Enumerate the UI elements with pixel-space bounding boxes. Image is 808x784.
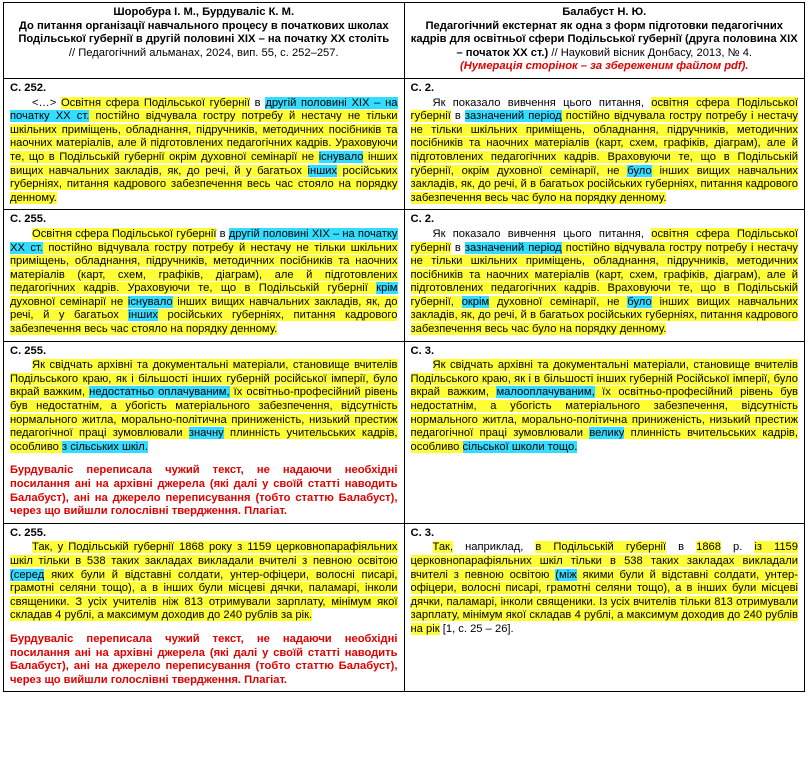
right-cell — [404, 341, 805, 523]
left-text — [10, 541, 398, 623]
header-row — [4, 3, 805, 79]
right-title: Педагогічний екстернат як одна з форм підготовки педагогічних кадрів для освітньої сфери Подільської губернії (друга половина XIX – початок XX ст.) — [410, 19, 798, 59]
text-segment: в Подільській губернії — [535, 541, 667, 554]
right-text — [411, 541, 799, 636]
text-segment: їх освітньо-професійний рівень був недостатнім, а убогість матеріального забезпечення, відсутність нормального житла, морально-політична приниженість, низький престиж педагогічної праці зумовлювали — [10, 386, 398, 440]
left-authors: Шоробура І. М., Бурдуваліс К. М. — [113, 6, 295, 18]
left-page-ref: С. 252. — [10, 81, 47, 94]
right-text — [411, 228, 799, 337]
text-segment: освітня сфера Подільської губернії — [410, 96, 798, 123]
plagiarism-note: Бурдуваліс переписала чужий текст, не надаючи необхідні посилання ані на архівні джерела (які далі у своїй статті наводить Балабуст), ані на джерело переписування (тобто статтю Балабуст), через що вийшли голослівні твердження. Плагіат. — [10, 632, 398, 686]
text-segment: велику — [589, 427, 625, 440]
left-cell — [4, 341, 405, 523]
text-segment: сільської школи тощо. — [462, 440, 578, 453]
text-segment: Освітня сфера Подільської губернії — [60, 96, 250, 109]
text-segment: Як свідчать архівні та документальні матеріали, становище вчителів Подільського краю, як і в більшості інших губерній Російської імперії, було вкрай важким, — [410, 359, 798, 399]
text-segment: постійно відчувала гостру потребу й нестачу не тільки шкільних приміщень, обладнання, підручників, методичних посібників та наочних матеріалів (карт, схем, графіків, діаграм), але й підготовлених педагогічних кадрів. Ураховуючи те, що в Подільській губернії — [10, 241, 398, 295]
text-segment: яких були й відставні солдати, унтер-офіцери, волосні писарі, грамотні селяни тощо), а в інших були місцеві дячки, паламарі, інколи священики. З усіх учителів ніж 813 отримували зарплату, мінімум якої складав 4 рублі, а максимум доходив до 240 рублів за рік. — [10, 568, 398, 622]
text-segment: Як показало вивчення цього питання, — [432, 96, 652, 109]
text-segment: постійно відчувала гостру потребу і нестачу не тільки шкільних приміщень, обладнання, підручників, методичних посібників та наочних матеріалів (карт, схем, графіків, діаграм), але й підготовлених педагогічних кадрів. Враховуючи те, що в Подільській губернії, — [410, 241, 798, 308]
comparison-table — [3, 2, 805, 692]
text-segment: другій половині XIX – на початку XX ст. — [10, 227, 398, 254]
left-cell — [4, 210, 405, 341]
left-source-header — [4, 3, 405, 79]
text-segment: постійно відчувала гостру потребу й нестачу не тільки шкільних приміщень, обладнання, підручників, методичних посібників та наочних матеріалів, але й підготовлених педагогічних кадрів. Ураховуючи те, що в Подільській губернії окрім духовної семінарії не — [10, 110, 398, 163]
comparison-row — [4, 78, 805, 209]
right-page-ref: С. 3. — [410, 526, 435, 539]
text-segment: [1, с. 25 – 26]. — [439, 622, 514, 635]
text-segment: інших вищих навчальних закладів, як, до речі, й у багатьох — [10, 150, 398, 177]
text-segment: було — [627, 164, 652, 177]
text-segment: (між — [555, 568, 577, 581]
text-segment: окрім — [461, 295, 490, 308]
comparison-row — [4, 210, 805, 341]
text-segment: інших вищих навчальних закладів, як, до речі, й в багатьох російських губерніях, питання кадрового забезпечення весь час було на порядку денному. — [410, 295, 798, 336]
text-segment: інших — [307, 164, 338, 177]
text-segment: в — [250, 96, 266, 109]
left-page-ref: С. 255. — [10, 526, 47, 539]
right-authors: Балабуст Н. Ю. — [562, 6, 647, 18]
text-segment: малооплачуваним, — [496, 386, 595, 399]
right-page-ref: С. 3. — [410, 344, 435, 357]
text-segment: наприклад, — [453, 541, 536, 554]
text-segment: в — [450, 241, 465, 254]
text-segment: в — [666, 541, 697, 554]
text-segment: плинність вчительських кадрів, особливо — [410, 427, 798, 453]
text-segment: значну — [188, 427, 224, 440]
text-segment: <…> — [32, 96, 61, 109]
text-segment: плинність учительських кадрів, особливо — [10, 427, 398, 453]
right-source-header — [404, 3, 805, 79]
text-segment: зазначений період — [464, 110, 562, 123]
right-page-ref: С. 2. — [410, 213, 435, 226]
text-segment: інших вищих навчальних закладів, як, до речі, й у багатьох — [10, 295, 398, 322]
right-source: // Науковий вісник Донбасу, 2013, № 4. — [551, 46, 753, 59]
text-segment: (серед — [10, 568, 45, 581]
left-cell — [4, 78, 405, 209]
right-note: (Нумерація сторінок – за збереженим файлом pdf). — [460, 60, 749, 73]
left-title: До питання організації навчального процесу в початкових школах Подільської губернії в другій половині XIX – на початку XX століть — [18, 19, 390, 46]
text-segment: із 1159 церковнопарафіяльних шкіл тільки в 538 таких закладах викладали вчителі з певною освітою — [410, 541, 799, 581]
text-segment: Так, у Подільській губернії 1868 року з 1159 церковнопарафіяльних шкіл тільки в 538 таких закладах викладали вчителі з певною освітою — [10, 541, 398, 567]
text-segment: недостатньо оплачуваним, — [89, 386, 230, 399]
text-segment: Як свідчать архівні та документальні матеріали, становище вчителів Подільського краю, як і більшості інших губерній російської імперії, було вкрай важким, — [10, 359, 398, 399]
left-cell — [4, 523, 405, 692]
left-text — [10, 228, 398, 337]
text-segment: р. — [720, 541, 755, 554]
text-segment: постійно відчувала гостру потребу і нестачу не тільки шкільних приміщень, обладнання, підручників, методичних посібників та наочних матеріалів (карт, схем, графіків, діаграм), але й підготовлених педагогічних кадрів. Враховуючи те, що в Подільській губернії, окрім духовної семінарії, не — [410, 110, 798, 177]
right-text — [411, 359, 799, 454]
left-text — [10, 97, 398, 206]
comparison-row — [4, 523, 805, 692]
text-segment: крім — [376, 282, 398, 295]
right-title-line — [411, 20, 798, 59]
right-text — [411, 97, 799, 206]
text-segment: духовної семінарії не — [10, 295, 128, 308]
plagiarism-note: Бурдуваліс переписала чужий текст, не надаючи необхідні посилання ані на архівні джерела (які далі у своїй статті наводить Балабуст), ані на джерело переписування (тобто статтю Балабуст), через що вийшли голослівні твердження. Плагіат. — [10, 464, 398, 518]
text-segment: інших — [128, 309, 158, 322]
right-cell — [404, 523, 805, 692]
text-segment: Як показало вивчення цього питання, — [432, 227, 652, 240]
left-page-ref: С. 255. — [10, 213, 47, 226]
right-cell — [404, 78, 805, 209]
right-cell — [404, 210, 805, 341]
text-segment: існувало — [318, 150, 364, 163]
text-segment: якими були й відставні солдати, унтер-офіцери, волосні писарі, грамотні селяни тощо), а в інших були місцеві дячки, паламарі, інколи священики. Із усіх вчителів тільки 813 отримували зарплату, мінімум якої складав 4 рублі, а максимум доходив до 240 рублів на рік — [410, 568, 799, 635]
text-segment: російських губерніях, питання кадрового забезпечення весь час стояло на порядку денному. — [10, 309, 398, 336]
text-segment: російських губерніях, питання кадрового забезпечення весь час стояло на порядку денному. — [10, 164, 398, 204]
text-segment: їх освітньо-професійний рівень був недостатнім, а убогість матеріального забезпечення, відсутність нормального житла, морально-політична приниженість, низький престиж педагогічної праці зумовлювали — [410, 386, 798, 440]
text-segment: було — [627, 295, 652, 308]
left-page-ref: С. 255. — [10, 344, 47, 357]
text-segment: інших вищих навчальних закладів, як, до речі, й в багатьох російських губерніях, питання кадрового забезпечення весь час було на порядку денному. — [410, 164, 798, 204]
text-segment: зазначений період — [464, 241, 562, 254]
text-segment: в — [450, 110, 465, 123]
left-source: // Педагогічний альманах, 2024, вип. 55, с. 252–257. — [68, 46, 339, 59]
text-segment: освітня сфера Подільської губернії — [410, 227, 798, 254]
text-segment: існувало — [127, 295, 173, 308]
text-segment: другій половині XIX – на початку XX ст. — [10, 96, 398, 123]
text-segment: в — [216, 227, 229, 240]
text-segment: Так, — [432, 541, 454, 554]
text-segment: Освітня сфера Подільської губернії — [32, 227, 217, 240]
comparison-row — [4, 341, 805, 523]
text-segment: 1868 — [696, 541, 721, 554]
right-page-ref: С. 2. — [410, 81, 435, 94]
text-segment: духовної семінарії, не — [489, 295, 628, 308]
left-text — [10, 359, 398, 454]
text-segment: з сільських шкіл. — [62, 440, 148, 453]
